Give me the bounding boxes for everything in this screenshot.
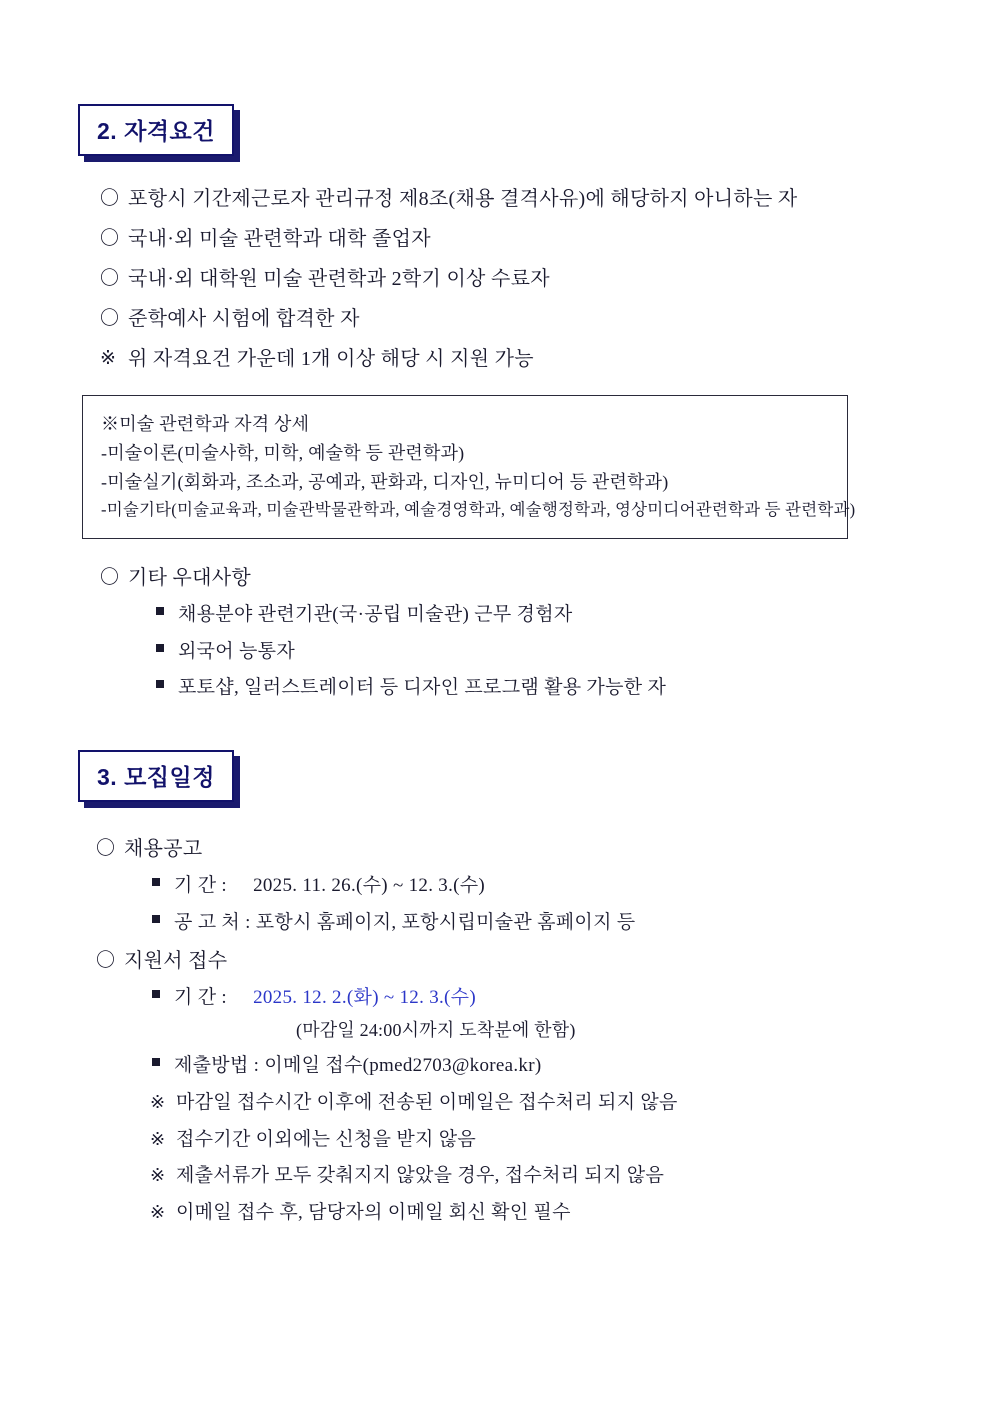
row-value-email: 이메일 접수(pmed2703@korea.kr) — [264, 1055, 542, 1077]
note-item — [150, 1163, 946, 1189]
note-item — [150, 1127, 946, 1153]
bullet-square-icon — [152, 1058, 160, 1066]
preference-sublist — [154, 602, 930, 701]
section-qualifications — [0, 104, 992, 714]
group-rows — [150, 985, 946, 1079]
application-notes — [150, 1090, 946, 1226]
bullet-square-icon — [156, 680, 164, 688]
list-item — [100, 306, 930, 333]
section-3-body — [96, 836, 946, 1225]
note-text: 접수기간 이외에는 신청을 받지 않음 — [176, 1128, 477, 1150]
detail-box-title: ※미술 관련학과 자격 상세 — [101, 414, 310, 434]
bullet-asterisk-icon: ※ — [150, 1165, 166, 1186]
list-item-text: 외국어 능통자 — [178, 640, 295, 662]
row-key: 기 간 : — [174, 987, 227, 1009]
list-item-text: 포토샵, 일러스트레이터 등 디자인 프로그램 활용 가능한 자 — [178, 677, 667, 699]
list-item — [154, 602, 930, 628]
deadline-note: (마감일 24:00시까지 도착분에 한함) — [296, 1019, 576, 1040]
list-item — [150, 873, 946, 899]
bullet-circle-icon: 〇 — [96, 838, 116, 859]
preference-list — [100, 565, 930, 701]
note-item — [150, 1090, 946, 1116]
list-item-text: 위 자격요건 가운데 1개 이상 해당 시 지원 가능 — [128, 348, 534, 370]
section-2-heading-label: 2. 자격요건 — [78, 104, 234, 156]
section-schedule — [0, 750, 992, 1238]
row-key: 기 간 : — [174, 875, 227, 896]
list-item — [100, 186, 930, 213]
bullet-asterisk-icon: ※ — [150, 1128, 166, 1149]
preference-block — [100, 565, 930, 701]
list-item — [150, 910, 946, 936]
bullet-asterisk-icon: ※ — [150, 1201, 166, 1222]
group-rows-wrap — [150, 873, 946, 935]
section-3-heading — [78, 750, 234, 802]
row-value: 포항시 홈페이지, 포항시립미술관 홈페이지 등 — [255, 911, 636, 933]
list-item-text: 준학예사 시험에 합격한 자 — [128, 308, 360, 330]
list-item — [154, 675, 930, 701]
row-key: 공 고 처 : — [174, 911, 251, 933]
bullet-circle-icon: 〇 — [100, 567, 120, 589]
bullet-circle-icon: 〇 — [96, 950, 116, 972]
bullet-square-icon — [156, 644, 164, 652]
preference-sublist-wrap — [154, 602, 930, 701]
list-item — [100, 565, 930, 701]
detail-box-line: -미술이론(미술사학, 미학, 예술학 등 관련학과) — [101, 443, 465, 464]
list-item-text: 국내·외 미술 관련학과 대학 졸업자 — [128, 228, 431, 250]
bullet-square-icon — [152, 990, 160, 998]
list-item — [100, 266, 930, 293]
list-item-text: 국내·외 대학원 미술 관련학과 2학기 이상 수료자 — [128, 268, 550, 290]
list-item — [150, 985, 946, 1042]
note-text: 이메일 접수 후, 담당자의 이메일 회신 확인 필수 — [176, 1201, 571, 1223]
row-value-highlight: 2025. 12. 2.(화) ~ 12. 3.(수) — [253, 987, 476, 1009]
list-item-note — [100, 346, 930, 373]
bullet-circle-icon: 〇 — [100, 268, 120, 289]
detail-box-line: -미술기타(미술교육과, 미술관박물관학과, 예술경영학과, 예술행정학과, 영상미디어관련학과 등 관련학과) — [101, 500, 856, 520]
list-item-text: 포항시 기간제근로자 관리규정 제8조(채용 결격사유)에 해당하지 아니하는 자 — [128, 188, 798, 210]
note-text: 제출서류가 모두 갖춰지지 않았을 경우, 접수처리 되지 않음 — [176, 1165, 665, 1187]
group-rows-wrap — [150, 985, 946, 1225]
qualification-list — [100, 186, 930, 373]
row-key: 제출방법 : — [174, 1055, 260, 1077]
group-title: 지원서 접수 — [124, 950, 228, 973]
group-rows — [150, 873, 946, 935]
qualification-detail-box — [82, 395, 856, 539]
section-2-body — [100, 186, 930, 701]
row-value: 2025. 11. 26.(수) ~ 12. 3.(수) — [253, 875, 486, 896]
list-item — [100, 226, 930, 253]
detail-box-line: -미술실기(회화과, 조소과, 공예과, 판화과, 디자인, 뉴미디어 등 관련학과) — [101, 472, 669, 493]
note-item — [150, 1200, 946, 1226]
schedule-group-announcement — [96, 836, 946, 935]
bullet-circle-icon: 〇 — [100, 308, 120, 329]
bullet-square-icon — [152, 878, 160, 886]
schedule-group-application — [96, 948, 946, 1225]
bullet-circle-icon: 〇 — [100, 228, 120, 249]
list-item — [154, 639, 930, 665]
group-title: 채용공고 — [124, 838, 203, 860]
section-3-heading-label: 3. 모집일정 — [78, 750, 234, 802]
bullet-asterisk-icon: ※ — [150, 1091, 166, 1112]
bullet-asterisk-icon: ※ — [100, 348, 117, 369]
list-item — [150, 1053, 946, 1079]
note-text: 마감일 접수시간 이후에 전송된 이메일은 접수처리 되지 않음 — [176, 1091, 678, 1113]
bullet-square-icon — [156, 607, 164, 615]
preference-title: 기타 우대사항 — [128, 567, 252, 590]
bullet-circle-icon: 〇 — [100, 188, 120, 209]
bullet-square-icon — [152, 915, 160, 923]
list-item-text: 채용분야 관련기관(국·공립 미술관) 근무 경험자 — [178, 604, 573, 626]
section-2-heading — [78, 104, 234, 156]
schedule-list — [96, 836, 946, 1225]
